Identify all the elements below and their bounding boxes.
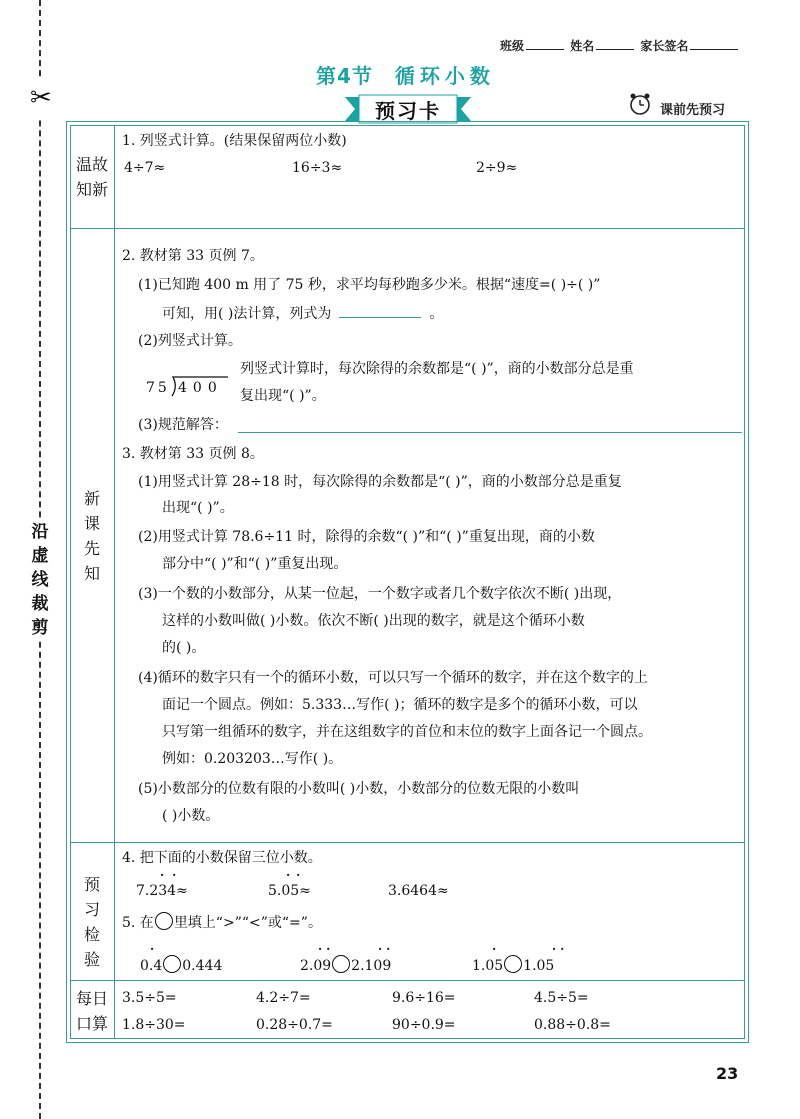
q4-item-1: 7.234≈ [136,883,188,899]
repeat-dots-e: ·· [552,942,569,956]
section-name: 循环小数 [394,64,495,88]
repeat-dot-d: · [492,942,497,956]
question-5 [122,912,322,933]
q3-part3-line3: 的( )。 [162,640,206,656]
repeat-dot-a: · [150,942,155,956]
oral-2-4: 0.88÷0.8= [534,1017,611,1033]
q2-part2-text-line1: 列竖式计算时，每次除得的余数都是“( )”，商的小数部分总是重 [240,361,634,377]
section-title [316,60,495,89]
parent-sign-label: 家长签名 [640,39,689,53]
compare-circle-3[interactable] [504,955,522,973]
pair2-left: 2.09 [300,958,332,974]
row-divider-1 [70,228,745,229]
alarm-clock-icon [628,92,652,116]
compare-circle-1[interactable] [163,955,181,973]
divisor: 75 [146,380,170,396]
q3-part4-line1: (4)循环的数字只有一个的循环小数，可以只写一个循环的数字，并在这个数字的上 [138,670,648,686]
compare-pair-2 [300,955,391,976]
name-label: 姓名 [570,39,595,53]
q3-part4-line2: 面记一个圆点。例如：5.333…写作( )；循环的数字是多个的循环小数，可以 [162,697,638,713]
q3-part4-line3: 只写第一组循环的数字，并在这组数字的首位和末位的数字上面各记一个圆点。 [162,724,652,740]
section-number: 第4节 [316,64,373,88]
oral-1-1: 3.5÷5= [122,990,177,1006]
q3-part1-line2: 出现“( )”。 [162,500,234,516]
oral-1-2: 4.2÷7= [256,990,311,1006]
pair3-left: 1.05 [472,958,504,974]
q3-part3-line1: (3)一个数的小数部分，从某一位起，一个数字或者几个数字依次不断( )出现， [138,586,622,602]
q5-prefix: 5. 在 [122,915,154,931]
q2-part2: (2)列竖式计算。 [138,333,242,349]
q3-part5-line1: (5)小数部分的位数有限的小数叫( )小数，小数部分的位数无限的小数叫 [138,781,580,797]
pair1-left: 0.4 [140,958,163,974]
oral-1-4: 4.5÷5= [534,990,589,1006]
q3-part3-line2: 这样的小数叫做( )小数。依次不断( )出现的数字，就是这个循环小数 [162,613,585,629]
q1-item-2: 16÷3≈ [292,160,343,176]
q2-part1-line1: (1)已知跑 400 m 用了 75 秒，求平均每秒跑多少米。根据“速度=( )÷( )” [138,277,601,293]
q4-item-2: 5.05≈ [268,883,311,899]
card-title: 预习卡 [375,99,441,123]
answer-line[interactable] [238,432,742,433]
daily-label-b: 口算 [75,1014,108,1033]
parent-sign-blank[interactable] [690,38,738,50]
student-info [500,37,740,54]
q3-part4-line4: 例如：0.203203…写作( )。 [162,751,343,767]
question-4: 4. 把下面的小数保留三位小数。 [122,850,322,866]
q4-item-3: 3.6464≈ [388,883,449,899]
q2-part3: (3)规范解答： [138,417,228,433]
q2-part1-prefix: 可知，用( )法计算，列式为 [162,306,332,322]
q2-part1-line2 [162,303,443,324]
question-2: 2. 教材第 33 页例 7。 [122,248,264,264]
formula-blank[interactable] [339,303,421,318]
oral-2-1: 1.8÷30= [122,1017,186,1033]
compare-pair-3 [472,955,554,976]
new-knowledge-label: 新课先知 [84,489,101,583]
name-blank[interactable] [596,38,634,50]
q2-part1-suffix: 。 [429,306,444,322]
class-label: 班级 [500,39,525,53]
repeat-dots-c: ·· [378,942,395,956]
class-blank[interactable] [526,38,564,50]
q3-part1-line1: (1)用竖式计算 28÷18 时，每次除得的余数都是“( )”，商的小数部分总是重复 [138,474,622,490]
preview-check-label: 预习检验 [84,875,101,969]
oral-2-2: 0.28÷0.7= [256,1017,333,1033]
pre-class-tag: 课前先预习 [660,103,726,118]
q3-part5-line2: ( )小数。 [162,808,220,824]
repeat-dots-2: ·· [286,868,307,882]
review-label: 温故知新 [76,155,109,199]
oral-1-3: 9.6÷16= [392,990,456,1006]
pair1-right: 0.444 [182,958,223,974]
repeat-dots-b: ·· [318,942,335,956]
q3-part2-line1: (2)用竖式计算 78.6÷11 时，除得的余数“( )”和“( )”重复出现，商的小数 [138,529,595,545]
compare-circle-2[interactable] [332,955,350,973]
question-1: 1. 列竖式计算。(结果保留两位小数) [122,133,347,149]
q5-suffix: 里填上“>”“<”或“=”。 [173,915,322,931]
circle-icon [155,912,173,930]
compare-pair-1 [140,955,222,976]
q3-part2-line2: 部分中“( )”和“( )”重复出现。 [162,556,348,572]
row-divider-3 [70,980,745,981]
q1-item-3: 2÷9≈ [476,160,518,176]
q1-item-1: 4÷7≈ [124,160,166,176]
oral-2-3: 90÷0.9= [392,1017,456,1033]
page-number: 23 [716,1064,739,1083]
question-3: 3. 教材第 33 页例 8。 [122,446,264,462]
row-divider-2 [70,842,745,843]
pair3-right: 1.05 [523,958,555,974]
label-column-divider [114,125,115,1039]
dividend: 400 [178,380,223,396]
daily-label-a: 每日 [75,989,108,1008]
q2-part2-text-line2: 复出现“( )”。 [240,388,326,404]
scissors-icon: ✂ [30,78,52,118]
pair2-right: 2.109 [351,958,392,974]
daily-oral-label [72,986,112,1036]
cut-instruction: 沿虚线裁剪 [31,522,49,638]
repeat-dots-1: ·· [160,868,185,882]
